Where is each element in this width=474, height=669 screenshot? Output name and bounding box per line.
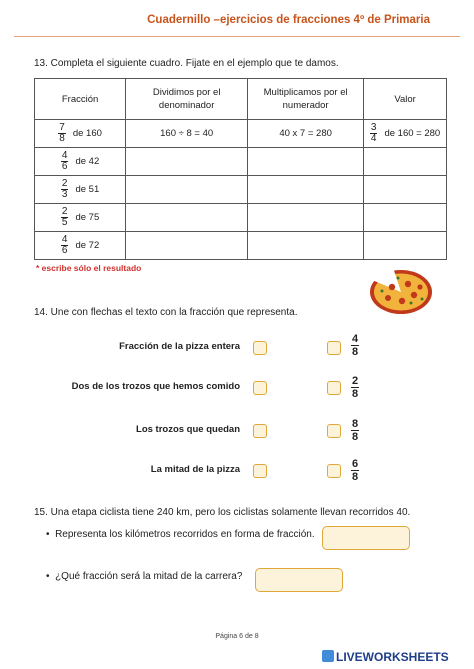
- fraction: [58, 123, 66, 144]
- cell-value[interactable]: [364, 232, 447, 260]
- fraction: [370, 123, 378, 144]
- match-right-box-4[interactable]: [327, 464, 341, 478]
- question-15-bullet-2: [46, 571, 242, 582]
- fraction-of: de 75: [75, 212, 100, 223]
- match-fraction-1: [351, 333, 359, 358]
- fraction-numerator: 6: [352, 458, 359, 470]
- cell-value: [364, 120, 447, 148]
- cell-divide: 160 ÷ 8 = 40: [126, 120, 248, 148]
- fraction-numerator: 7: [59, 122, 65, 133]
- table-row: [35, 120, 447, 148]
- match-fraction-3: [351, 418, 359, 443]
- match-label-1: Fracción de la pizza entera: [119, 341, 240, 352]
- instruction-note: * escribe sólo el resultado: [36, 263, 142, 273]
- fraction-numerator: 3: [370, 122, 377, 133]
- table-row: [35, 204, 447, 232]
- match-left-box-4[interactable]: [253, 464, 267, 478]
- fraction-numerator: 4: [61, 234, 68, 245]
- cell-fraction: [35, 148, 126, 176]
- match-right-box-3[interactable]: [327, 424, 341, 438]
- fraction-numerator: 4: [352, 333, 359, 345]
- cell-multiply[interactable]: [248, 148, 364, 176]
- table-header-row: [35, 79, 447, 120]
- page-number: Página 6 de 8: [215, 633, 259, 640]
- fraction-of: de 72: [75, 240, 100, 251]
- cell-value[interactable]: [364, 204, 447, 232]
- fraction-denominator: 3: [61, 189, 68, 200]
- cell-multiply[interactable]: [248, 232, 364, 260]
- liveworksheets-logo-icon: [322, 650, 334, 662]
- header-valor: Valor: [364, 79, 447, 120]
- cell-multiply[interactable]: [248, 176, 364, 204]
- cell-multiply[interactable]: [248, 204, 364, 232]
- fraction-denominator: 4: [370, 133, 377, 144]
- fraction-denominator: 8: [352, 346, 359, 358]
- table-row: [35, 148, 447, 176]
- fraction-numerator: 2: [352, 375, 359, 387]
- cell-divide[interactable]: [126, 204, 248, 232]
- bullet-1-text: Representa los kilómetros recorridos en forma de fracción.: [55, 529, 315, 540]
- question-13-prompt: 13. Completa el siguiente cuadro. Fijate en el ejemplo que te damos.: [34, 58, 339, 69]
- cell-fraction: [35, 176, 126, 204]
- fraction: [61, 179, 69, 200]
- fraction-denominator: 6: [61, 161, 68, 172]
- header-fraccion: Fracción: [35, 79, 126, 120]
- answer-field-2[interactable]: [255, 568, 343, 592]
- question-15-prompt: 15. Una etapa ciclista tiene 240 km, pero los ciclistas solamente llevan recorridos 40.: [34, 507, 411, 518]
- liveworksheets-logo[interactable]: [322, 650, 449, 664]
- cell-fraction: [35, 232, 126, 260]
- bullet-icon: •: [46, 571, 50, 582]
- match-right-box-1[interactable]: [327, 341, 341, 355]
- page-title: Cuadernillo –ejercicios de fracciones 4º de Primaria: [147, 14, 430, 26]
- fraction: [61, 151, 69, 172]
- fraction-numerator: 4: [61, 150, 68, 161]
- question-15-bullet-1: [46, 529, 315, 540]
- answer-field-1[interactable]: [322, 526, 410, 550]
- fraction-numerator: 8: [352, 418, 359, 430]
- table-row: [35, 232, 447, 260]
- header-dividimos: Dividimos por el denominador: [126, 79, 248, 120]
- fraction-table: [34, 78, 447, 260]
- fraction-denominator: 8: [59, 133, 65, 144]
- fraction-denominator: 5: [61, 217, 68, 228]
- fraction: [61, 235, 69, 256]
- logo-text: LIVEWORKSHEETS: [336, 650, 449, 664]
- fraction-denominator: 6: [61, 245, 68, 256]
- bullet-icon: •: [46, 529, 50, 540]
- match-label-3: Los trozos que quedan: [136, 424, 240, 435]
- fraction: [61, 207, 69, 228]
- match-left-box-2[interactable]: [253, 381, 267, 395]
- cell-value[interactable]: [364, 148, 447, 176]
- pizza-image: [364, 262, 434, 316]
- header-divider: [14, 36, 460, 37]
- fraction-of: de 160: [72, 128, 102, 139]
- match-fraction-4: [351, 458, 359, 483]
- value-text: de 160 = 280: [384, 128, 441, 139]
- question-14-prompt: 14. Une con flechas el texto con la fracción que representa.: [34, 307, 298, 318]
- cell-divide[interactable]: [126, 232, 248, 260]
- bullet-2-text: ¿Qué fracción será la mitad de la carrera?: [55, 571, 243, 582]
- match-left-box-1[interactable]: [253, 341, 267, 355]
- fraction-of: de 51: [75, 184, 100, 195]
- fraction-denominator: 8: [352, 431, 359, 443]
- cell-divide[interactable]: [126, 148, 248, 176]
- cell-multiply: 40 x 7 = 280: [248, 120, 364, 148]
- match-right-box-2[interactable]: [327, 381, 341, 395]
- fraction-numerator: 2: [61, 178, 68, 189]
- fraction-denominator: 8: [352, 471, 359, 483]
- cell-fraction: [35, 204, 126, 232]
- cell-fraction: [35, 120, 126, 148]
- match-left-box-3[interactable]: [253, 424, 267, 438]
- fraction-numerator: 2: [61, 206, 68, 217]
- header-multiplicamos: Multiplicamos por el numerador: [248, 79, 364, 120]
- fraction-of: de 42: [75, 156, 100, 167]
- cell-divide[interactable]: [126, 176, 248, 204]
- table-row: [35, 176, 447, 204]
- fraction-denominator: 8: [352, 388, 359, 400]
- match-fraction-2: [351, 375, 359, 400]
- match-label-2: Dos de los trozos que hemos comido: [71, 381, 240, 392]
- cell-value[interactable]: [364, 176, 447, 204]
- match-label-4: La mitad de la pizza: [150, 464, 240, 475]
